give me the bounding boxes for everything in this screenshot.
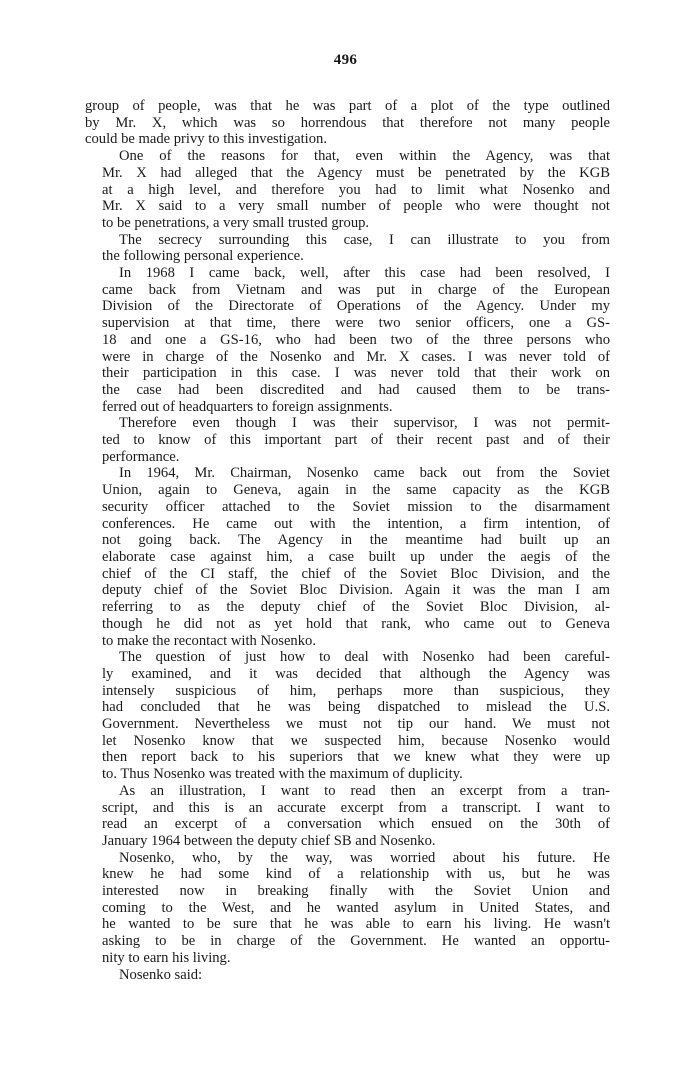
text-line: One of the reasons for that, even within the Agency, was that	[119, 148, 610, 165]
text-line: let Nosenko know that we suspected him, because Nosenko would	[102, 732, 610, 749]
paragraph	[85, 850, 610, 967]
text-line: had concluded that he was being dispatched to mislead the U.S.	[102, 699, 610, 716]
text-line: In 1968 I came back, well, after this case had been resolved, I	[119, 265, 610, 282]
text-line: chief of the CI staff, the chief of the Soviet Bloc Division, and the	[102, 565, 610, 582]
text-line: to be penetrations, a very small trusted group.	[102, 214, 370, 231]
text-line: conferences. He came out with the intention, a firm intention, of	[102, 515, 610, 532]
text-line: were in charge of the Nosenko and Mr. X cases. I was never told of	[102, 348, 610, 365]
text-line: Therefore even though I was their supervisor, I was not permit-	[119, 415, 610, 432]
paragraph	[85, 967, 610, 984]
text-line: Division of the Directorate of Operations of the Agency. Under my	[102, 298, 610, 315]
text-line: Union, again to Geneva, again in the same capacity as the KGB	[102, 482, 610, 499]
text-line: Mr. X said to a very small number of people who were thought not	[102, 198, 610, 215]
text-line: though he did not as yet hold that rank, who came out to Geneva	[102, 615, 610, 632]
text-line: Government. Nevertheless we must not tip our hand. We must not	[102, 716, 610, 733]
text-line: 18 and one a GS-16, who had been two of the three persons who	[102, 331, 610, 348]
text-line: the following personal experience.	[102, 248, 304, 265]
text-line: Mr. X had alleged that the Agency must be penetrated by the KGB	[102, 164, 610, 181]
text-line: came back from Vietnam and was put in charge of the European	[102, 281, 610, 298]
text-line: the case had been discredited and had caused them to be trans-	[102, 381, 610, 398]
paragraph	[85, 232, 610, 265]
body-text	[85, 98, 610, 983]
text-line: to make the recontact with Nosenko.	[102, 632, 316, 649]
text-line: deputy chief of the Soviet Bloc Division. Again it was the man I am	[102, 582, 610, 599]
text-line: Nosenko, who, by the way, was worried about his future. He	[119, 849, 610, 866]
text-line: he wanted to be sure that he was able to earn his living. He wasn't	[102, 916, 610, 933]
text-line: at a high level, and therefore you had to limit what Nosenko and	[102, 181, 610, 198]
paragraph	[85, 148, 610, 232]
text-line: performance.	[102, 448, 180, 465]
text-line: The secrecy surrounding this case, I can illustrate to you from	[119, 231, 610, 248]
paragraph	[85, 265, 610, 415]
text-line: nity to earn his living.	[102, 949, 231, 966]
text-line: group of people, was that he was part of a plot of the type outlined	[85, 98, 610, 114]
text-line: could be made privy to this investigation.	[85, 131, 327, 148]
paragraph	[85, 465, 610, 649]
paragraph	[85, 649, 610, 783]
text-line: elaborate case against him, a case built up under the aegis of the	[102, 548, 610, 565]
text-line: ferred out of headquarters to foreign assignments.	[102, 398, 393, 415]
text-line: read an excerpt of a conversation which ensued on the 30th of	[102, 816, 610, 833]
text-line: their participation in this case. I was never told that their work on	[102, 365, 610, 382]
text-line: not going back. The Agency in the meantime had built up an	[102, 532, 610, 549]
text-line: security officer attached to the Soviet mission to the disarmament	[102, 498, 610, 515]
text-line: asking to be in charge of the Government. He wanted an opportu-	[102, 933, 610, 950]
text-line: January 1964 between the deputy chief SB and Nosenko.	[102, 832, 436, 849]
text-line: then report back to his superiors that we knew what they were up	[102, 749, 610, 766]
text-line: supervision at that time, there were two senior officers, one a GS-	[102, 315, 610, 332]
text-line: ly examined, and it was decided that although the Agency was	[102, 665, 610, 682]
text-line: In 1964, Mr. Chairman, Nosenko came back out from the Soviet	[119, 465, 610, 482]
text-line: knew he had some kind of a relationship with us, but he was	[102, 866, 610, 883]
paragraph	[85, 98, 610, 148]
text-line: by Mr. X, which was so horrendous that therefore not many people	[85, 114, 610, 131]
text-line: intensely suspicious of him, perhaps more than suspicious, they	[102, 682, 610, 699]
text-line: Nosenko said:	[119, 966, 203, 983]
text-line: As an illustration, I want to read then an excerpt from a tran-	[119, 782, 610, 799]
text-line: coming to the West, and he wanted asylum in United States, and	[102, 899, 610, 916]
text-line: interested now in breaking finally with the Soviet Union and	[102, 883, 610, 900]
text-line: referring to as the deputy chief of the Soviet Bloc Division, al-	[102, 599, 610, 616]
text-line: script, and this is an accurate excerpt from a transcript. I want to	[102, 799, 610, 816]
text-line: The question of just how to deal with Nosenko had been careful-	[119, 649, 610, 666]
text-line: to. Thus Nosenko was treated with the maximum of duplicity.	[102, 766, 463, 783]
paragraph	[85, 415, 610, 465]
paragraph	[85, 783, 610, 850]
page-number: 496	[333, 52, 358, 68]
text-line: ted to know of this important part of their recent past and of their	[102, 432, 610, 449]
